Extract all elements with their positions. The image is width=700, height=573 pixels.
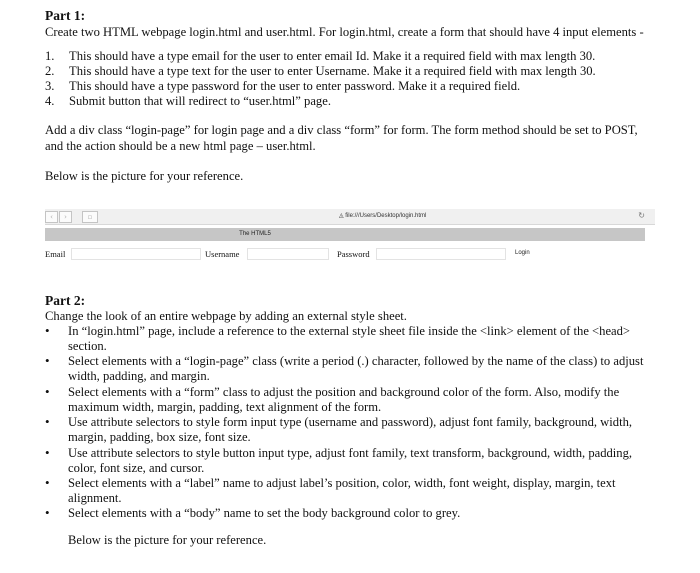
part2-heading: Part 2: [45, 293, 86, 308]
email-field [71, 248, 201, 260]
page-title-strip [45, 228, 465, 241]
bullet-icon: • [45, 505, 50, 521]
login-button: Login [515, 250, 530, 256]
bullet-icon: • [45, 475, 50, 491]
list-item [45, 385, 655, 415]
reference-screenshot [45, 209, 655, 267]
item-number: 2. [45, 64, 55, 78]
username-field [247, 248, 329, 260]
username-label: Username [205, 249, 240, 259]
globe-icon: ◬ [339, 212, 344, 219]
browser-nav [45, 211, 99, 221]
part2-section [45, 293, 655, 549]
password-label: Password [337, 249, 370, 259]
list-item [45, 354, 655, 384]
part1-requirements-list [45, 49, 655, 109]
title-strip-right [465, 228, 645, 241]
browser-toolbar [45, 209, 655, 225]
bullet-icon: • [45, 383, 50, 399]
bullet-icon: • [45, 414, 50, 430]
bullet-icon: • [45, 323, 50, 338]
password-field [376, 248, 506, 260]
back-arrow-icon: ‹ [45, 211, 58, 223]
item-text: Submit button that will redirect to “user.html” page. [69, 94, 331, 108]
part2-intro: Change the look of an entire webpage by adding an external style sheet. [45, 308, 407, 323]
list-item [45, 94, 655, 109]
item-number: 3. [45, 79, 55, 93]
bullet-text: Use attribute selectors to style form input type (username and password), adjust font family, background, width, margin, padding, box size, font size. [68, 415, 633, 445]
email-label: Email [45, 249, 66, 259]
bullet-text: Select elements with a “label” name to adjust label’s position, color, width, font weight, display, margin, text alignment. [68, 476, 616, 505]
bullet-text: In “login.html” page, include a reference to the external style sheet file inside the <link> element of the <head> section. [68, 324, 631, 353]
list-item [45, 446, 655, 476]
part1-reference-note: Below is the picture for your reference. [45, 169, 244, 183]
item-text: This should have a type email for the user to enter email Id. Make it a required field with max length 30. [69, 49, 596, 63]
forward-arrow-icon: › [59, 211, 72, 223]
login-form-preview [45, 247, 655, 261]
list-item [45, 64, 655, 79]
reload-icon: ↻ [638, 211, 645, 220]
part2-reference-note: Below is the picture for your reference. [68, 533, 267, 548]
part1-section [45, 8, 655, 185]
list-item [45, 476, 655, 506]
bullet-text: Select elements with a “login-page” class (write a period (.) character, followed by the name of the class) to adjust width, padding, and margin. [68, 354, 644, 384]
list-item [45, 49, 655, 64]
part1-intro: Create two HTML webpage login.html and user.html. For login.html, create a form that should have 4 input elements - [45, 24, 644, 39]
page-title: The HTML5 [239, 231, 271, 237]
bullet-icon: • [45, 353, 50, 369]
bullet-text: Select elements with a “body” name to set the body background color to grey. [68, 506, 461, 521]
item-text: This should have a type text for the user to enter Username. Make it a required field with max length 30. [69, 64, 596, 78]
list-item [45, 324, 655, 354]
sidebar-icon: ▫ [82, 211, 98, 223]
url-text: file:///Users/Desktop/login.html [345, 213, 427, 219]
list-item [45, 415, 655, 445]
part1-heading: Part 1: [45, 8, 86, 23]
bullet-icon: • [45, 444, 50, 460]
bullet-text: Use attribute selectors to style button input type, adjust font family, text transform, background, width, padding, color, font size, and cursor. [68, 445, 633, 475]
item-text: This should have a type password for the user to enter password. Make it a required field. [69, 79, 521, 93]
address-bar [339, 212, 426, 219]
item-number: 4. [45, 94, 55, 108]
bullet-text: Select elements with a “form” class to adjust the position and background color of the form. Also, modify the maximum width, margin, padding, text alignment of the form. [68, 384, 620, 414]
item-number: 1. [45, 49, 55, 63]
part2-bullet-list [45, 324, 655, 521]
list-item [45, 79, 655, 94]
part1-div-instructions: Add a div class “login-page” for login page and a div class “form” for form. The form method should be set to POST, and the action should be a new html page – user.html. [45, 123, 638, 153]
list-item [45, 506, 655, 521]
